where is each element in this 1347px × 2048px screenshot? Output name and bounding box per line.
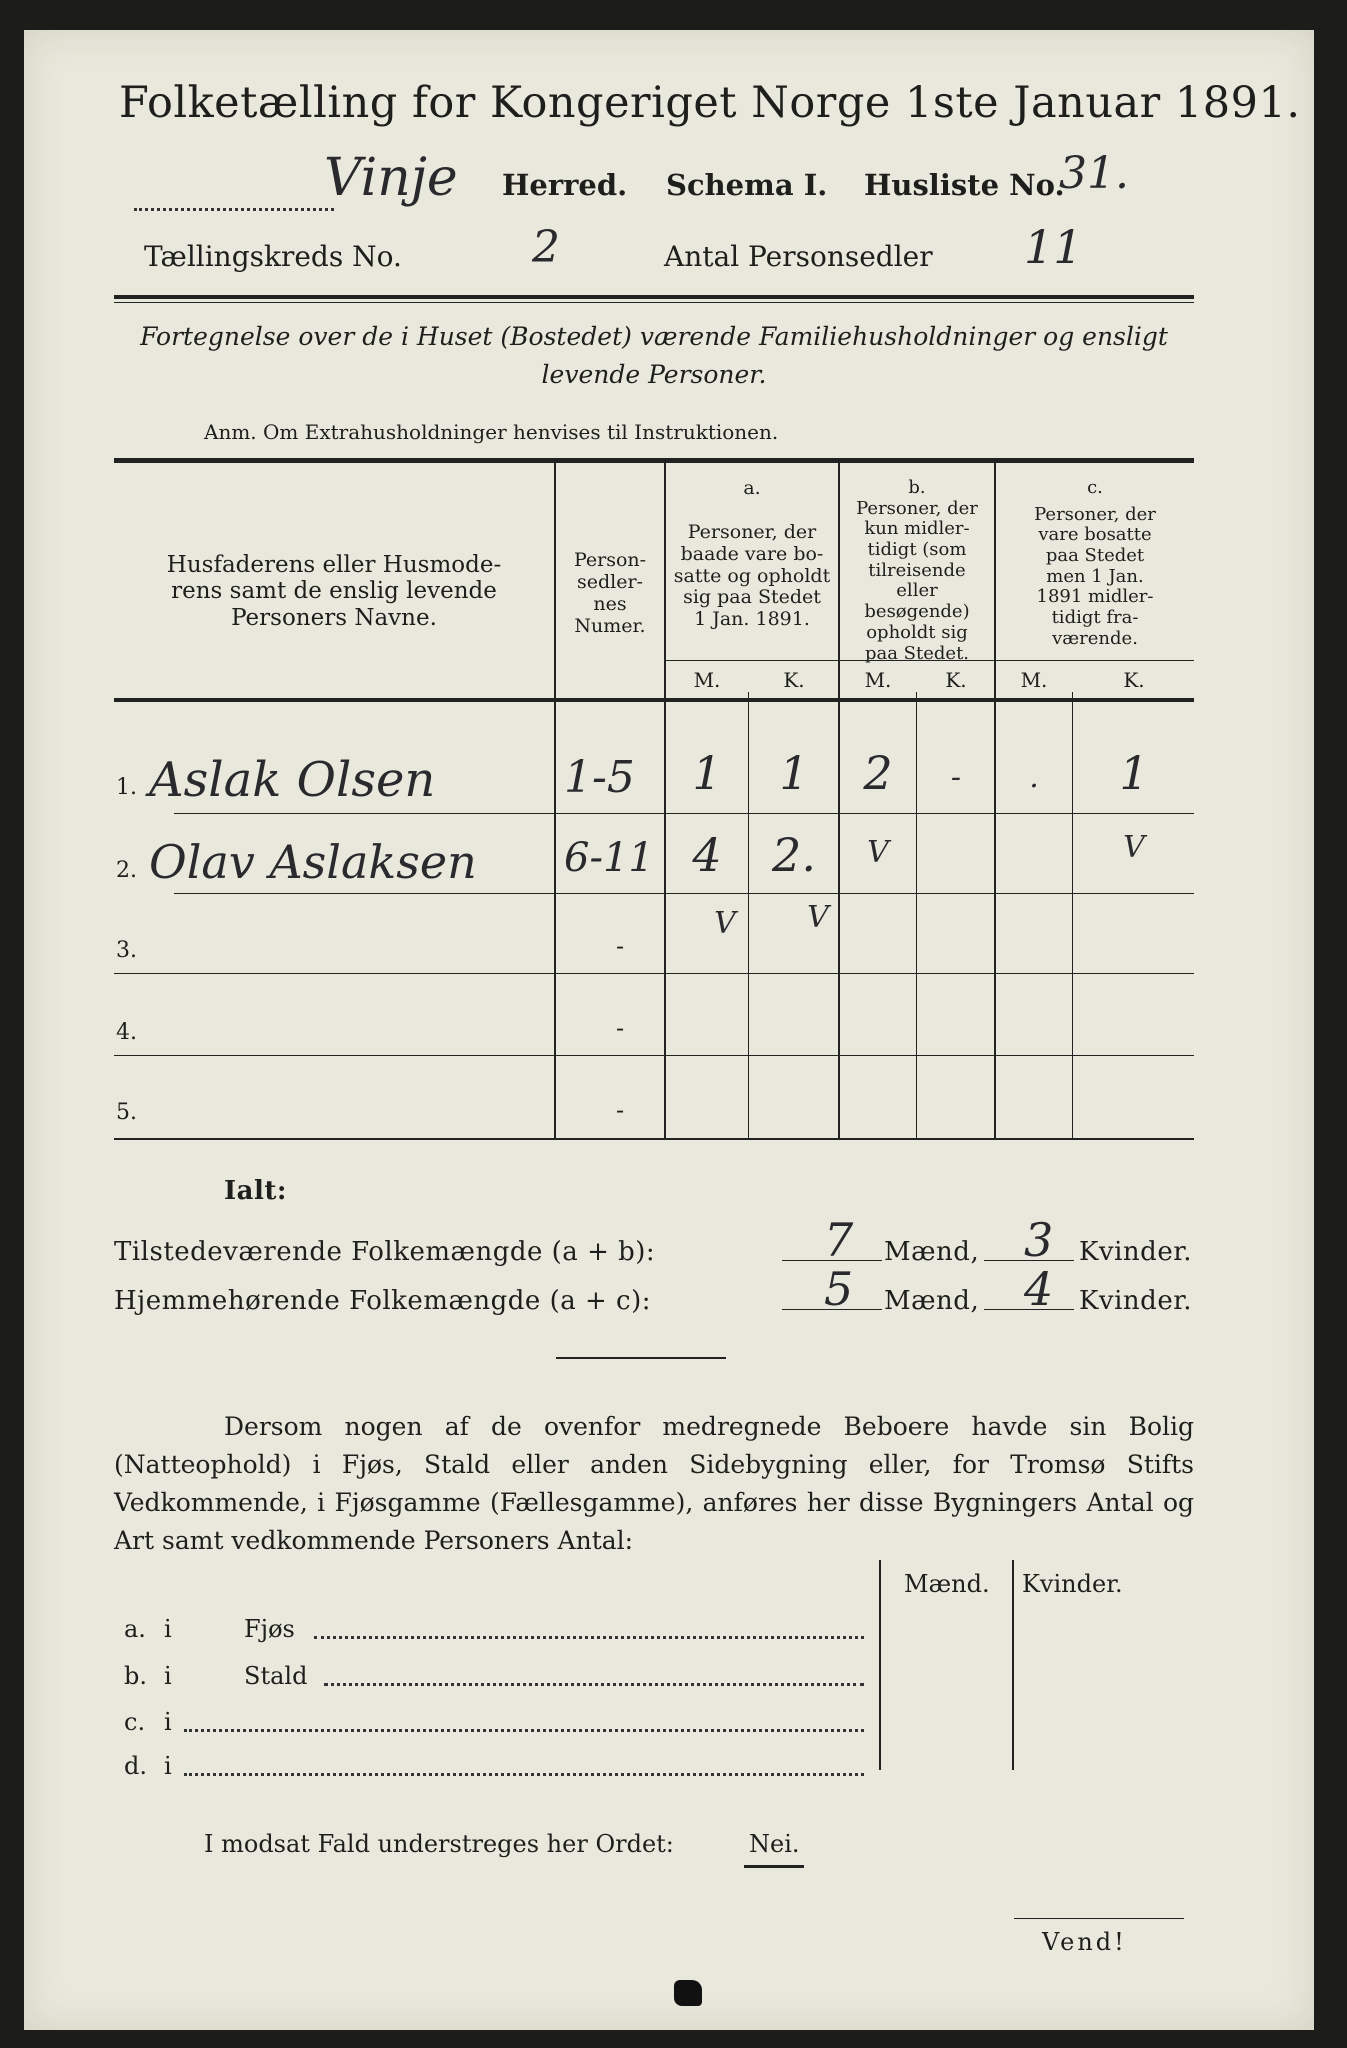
item-b-letter: b. xyxy=(124,1662,147,1690)
vline-num xyxy=(554,462,556,1138)
col-c-k: K. xyxy=(1123,668,1145,692)
ink-blot xyxy=(674,1980,702,2006)
herred-dotted-line xyxy=(134,168,334,211)
hjem-kvinder: Kvinder. xyxy=(1079,1286,1193,1316)
hjem-m-value: 5 xyxy=(824,1262,854,1316)
form-title: Folketælling for Kongeriget Norge 1ste Januar 1891. xyxy=(119,78,1301,128)
buildings-vline-1 xyxy=(879,1560,881,1770)
col-num-header: Person- sedler- nes Numer. xyxy=(573,549,647,637)
item-b-label: Stald xyxy=(244,1662,308,1690)
schema-label: Schema I. xyxy=(666,168,828,202)
row-2-number: 2. xyxy=(116,858,137,883)
row-1-name: Aslak Olsen xyxy=(149,752,436,808)
vline-b xyxy=(838,462,840,1138)
modsat-text: I modsat Fald understreges her Ordet: xyxy=(204,1830,674,1858)
table-top-rule xyxy=(114,458,1194,463)
row-1-rule xyxy=(174,813,1194,814)
row-2-b-m: V xyxy=(867,835,889,870)
item-a-i: i xyxy=(164,1615,172,1643)
tilst-k-value: 3 xyxy=(1024,1213,1054,1267)
tilst-label: Tilstedeværende Folkemængde (a + b): xyxy=(114,1237,656,1267)
section-divider xyxy=(556,1357,726,1359)
col-b-header: b. Personer, der kun midler- tidigt (som tilreisende eller besøgende) opholdt sig paa Stedet. xyxy=(856,477,978,664)
herred-label: Herred. xyxy=(502,168,628,202)
nei-underline xyxy=(744,1865,804,1868)
vline-c-mk xyxy=(1072,692,1073,1138)
hjem-maend: Mænd, xyxy=(884,1286,980,1316)
row-3-a-m: V xyxy=(714,906,736,941)
col-b-m: M. xyxy=(864,668,892,692)
row-3-rule xyxy=(114,973,1194,974)
tilst-maend: Mænd, xyxy=(884,1237,980,1267)
intro-line-2: levende Personer. xyxy=(541,360,767,389)
anm-note: Anm. Om Extrahusholdninger henvises til Instruktionen. xyxy=(204,420,779,444)
census-form-page xyxy=(24,30,1314,2030)
husliste-value: 31. xyxy=(1059,148,1129,199)
row-1-c-m: . xyxy=(1029,760,1039,795)
row-1-a-m: 1 xyxy=(692,746,722,800)
husliste-label: Husliste No. xyxy=(864,168,1065,202)
tilst-kvinder: Kvinder. xyxy=(1079,1237,1193,1267)
item-a-dots xyxy=(314,1618,864,1639)
row-2-c-k: V xyxy=(1123,830,1145,865)
item-a-label: Fjøs xyxy=(244,1615,295,1643)
intro-line-1: Fortegnelse over de i Huset (Bostedet) værende Familiehusholdninger og ensligt xyxy=(140,322,1168,351)
col-c-m: M. xyxy=(1020,668,1048,692)
table-header-rule xyxy=(114,698,1194,702)
ialt-label: Ialt: xyxy=(224,1176,287,1206)
row-1-number: 1. xyxy=(116,775,137,800)
header-rule xyxy=(114,295,1194,299)
item-a-letter: a. xyxy=(124,1615,146,1643)
vline-c xyxy=(994,462,996,1138)
buildings-kvinder-head: Kvinder. xyxy=(1022,1570,1123,1598)
row-4-rule xyxy=(114,1055,1194,1056)
vend-rule xyxy=(1014,1918,1184,1919)
buildings-maend-head: Mænd. xyxy=(904,1570,990,1598)
col-a-header: a. Personer, der baade vare bo- satte og opholdt sig paa Stedet 1 Jan. 1891. xyxy=(673,477,831,631)
row-5-number: 5. xyxy=(116,1100,137,1125)
row-2-a-k: 2. xyxy=(772,828,816,882)
item-d-i: i xyxy=(164,1752,172,1780)
vend-text: Vend! xyxy=(1042,1928,1127,1956)
item-c-i: i xyxy=(164,1708,172,1736)
antal-value: 11 xyxy=(1024,220,1083,274)
row-1-a-k: 1 xyxy=(779,746,809,800)
row-2-rule xyxy=(174,893,1194,894)
col-b-k: K. xyxy=(945,668,967,692)
vline-b-mk xyxy=(916,692,917,1138)
hjem-k-value: 4 xyxy=(1024,1262,1054,1316)
row-1-b-k: - xyxy=(950,760,962,795)
header-rule-thin xyxy=(114,302,1194,303)
row-2-a-m: 4 xyxy=(692,828,722,882)
row-5-num: - xyxy=(616,1096,625,1124)
col-a-k: K. xyxy=(783,668,805,692)
col-a-m: M. xyxy=(693,668,721,692)
row-3-num: - xyxy=(616,932,625,960)
vline-a xyxy=(664,462,666,1138)
row-2-num: 6-11 xyxy=(564,835,654,881)
antal-label: Antal Personsedler xyxy=(664,240,933,273)
item-c-letter: c. xyxy=(124,1708,146,1736)
row-1-c-k: 1 xyxy=(1119,746,1149,800)
row-4-number: 4. xyxy=(116,1020,137,1045)
tilst-m-value: 7 xyxy=(824,1213,854,1267)
col-name-header: Husfaderens eller Husmode- rens samt de enslig levende Personers Navne. xyxy=(166,552,502,631)
item-b-i: i xyxy=(164,1662,172,1690)
row-1-b-m: 2 xyxy=(863,746,893,800)
buildings-paragraph: Dersom nogen af de ovenfor medregnede Beboere havde sin Bolig (Natteophold) i Fjøs, Stald eller anden Sidebygning eller, for Tromsø Stifts Vedkommende, i Fjøsgamme (Fællesgamme), anføres her disse Bygningers Antal og Art samt vedkommende Personers Antal: xyxy=(114,1412,1194,1555)
row-4-num: - xyxy=(616,1014,625,1042)
row-1-num: 1-5 xyxy=(564,752,635,803)
row-3-a-k: V xyxy=(807,900,829,935)
herred-value: Vinje xyxy=(324,148,458,208)
item-b-dots xyxy=(324,1665,864,1686)
kreds-label: Tællingskreds No. xyxy=(144,240,402,273)
buildings-vline-2 xyxy=(1012,1560,1014,1770)
nei-word: Nei. xyxy=(749,1830,800,1858)
item-c-dots xyxy=(184,1711,864,1732)
table-bottom-rule xyxy=(114,1138,1194,1140)
col-c-header: c. Personer, der vare bosatte paa Stedet men 1 Jan. 1891 midler- tidigt fra- værende. xyxy=(1034,477,1156,649)
row-3-number: 3. xyxy=(116,938,137,963)
row-2-name: Olav Aslaksen xyxy=(149,835,477,889)
item-d-dots xyxy=(184,1755,864,1776)
kreds-value: 2 xyxy=(532,222,560,273)
hjem-label: Hjemmehørende Folkemængde (a + c): xyxy=(114,1286,651,1316)
item-d-letter: d. xyxy=(124,1752,147,1780)
